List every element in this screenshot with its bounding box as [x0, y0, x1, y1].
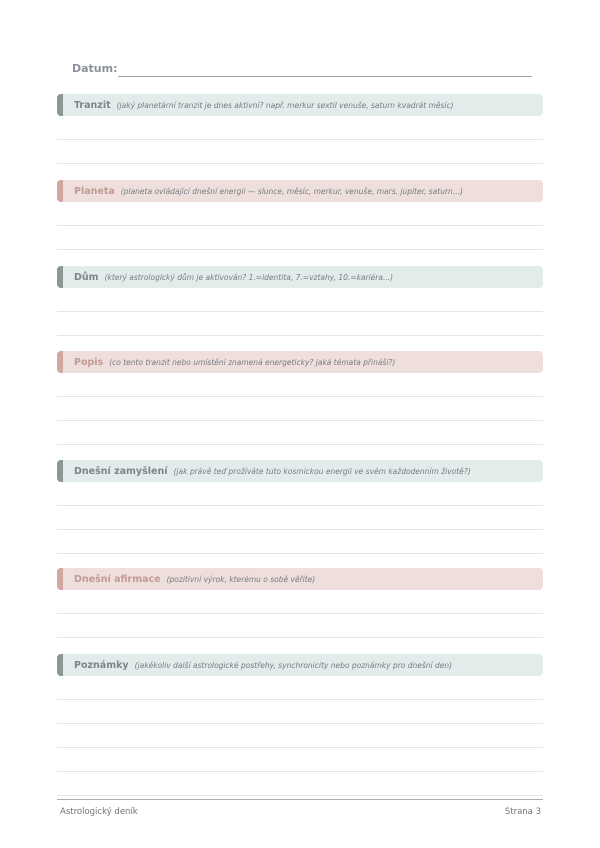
writing-line[interactable] [57, 724, 543, 748]
writing-line[interactable] [57, 748, 543, 772]
writing-line[interactable] [57, 373, 543, 397]
section-title: Dnešní afirmace [74, 573, 161, 585]
section-popis [57, 351, 543, 445]
writing-line[interactable] [57, 397, 543, 421]
writing-lines [57, 590, 543, 638]
writing-line[interactable] [57, 140, 543, 164]
writing-line[interactable] [57, 506, 543, 530]
section-header [57, 568, 543, 590]
writing-line[interactable] [57, 202, 543, 226]
page-number: Strana 3 [504, 807, 541, 817]
section-tranzit [57, 94, 543, 164]
writing-line[interactable] [57, 530, 543, 554]
section-hint: (jak právě teď prožíváte tuto kosmickou energii ve svém každodenním životě?) [173, 466, 471, 476]
date-row [72, 62, 532, 80]
writing-lines [57, 116, 543, 164]
section-title: Planeta [74, 185, 115, 197]
section-hint: (planeta ovládající dnešní energii — slunce, měsíc, merkur, venuše, mars, jupiter, saturn...) [120, 186, 463, 196]
writing-line[interactable] [57, 312, 543, 336]
section-title: Poznámky [74, 659, 129, 671]
section-header [57, 654, 543, 676]
section-title: Dnešní zamyšlení [74, 465, 168, 477]
writing-line[interactable] [57, 226, 543, 250]
writing-line[interactable] [57, 676, 543, 700]
writing-line[interactable] [57, 421, 543, 445]
section-dum [57, 266, 543, 336]
writing-line[interactable] [57, 772, 543, 796]
section-hint: (který astrologický dům je aktivován? 1.=identita, 7.=vztahy, 10.=kariéra...) [104, 272, 394, 282]
writing-lines [57, 676, 543, 796]
section-header [57, 180, 543, 202]
section-poznamky [57, 654, 543, 796]
writing-line[interactable] [57, 590, 543, 614]
writing-lines [57, 202, 543, 250]
section-dnesni-zamysleni [57, 460, 543, 554]
section-hint: (co tento tranzit nebo umístění znamená energeticky? jaká témata přináší?) [109, 357, 396, 367]
date-input-line[interactable] [118, 76, 532, 77]
writing-line[interactable] [57, 700, 543, 724]
writing-lines [57, 373, 543, 445]
date-label: Datum: [72, 62, 118, 75]
footer-title: Astrologický deník [60, 807, 138, 817]
section-title: Popis [74, 356, 104, 368]
section-hint: (pozitivní výrok, kterému o sobě věříte) [166, 574, 316, 584]
section-hint: (jaký planetární tranzit je dnes aktivní? např. merkur sextil venuše, saturn kvadrát měsíc) [116, 100, 454, 110]
section-header [57, 94, 543, 116]
section-header [57, 460, 543, 482]
writing-lines [57, 288, 543, 336]
writing-line[interactable] [57, 614, 543, 638]
section-title: Tranzit [74, 99, 111, 111]
writing-lines [57, 482, 543, 554]
writing-line[interactable] [57, 116, 543, 140]
writing-line[interactable] [57, 288, 543, 312]
section-dnesni-afirmace [57, 568, 543, 638]
section-title: Dům [74, 271, 99, 283]
section-header [57, 266, 543, 288]
footer-divider [57, 799, 543, 800]
section-planeta [57, 180, 543, 250]
section-header [57, 351, 543, 373]
writing-line[interactable] [57, 482, 543, 506]
section-hint: (jakékoliv další astrologické postřehy, synchronicity nebo poznámky pro dnešní den) [134, 660, 453, 670]
